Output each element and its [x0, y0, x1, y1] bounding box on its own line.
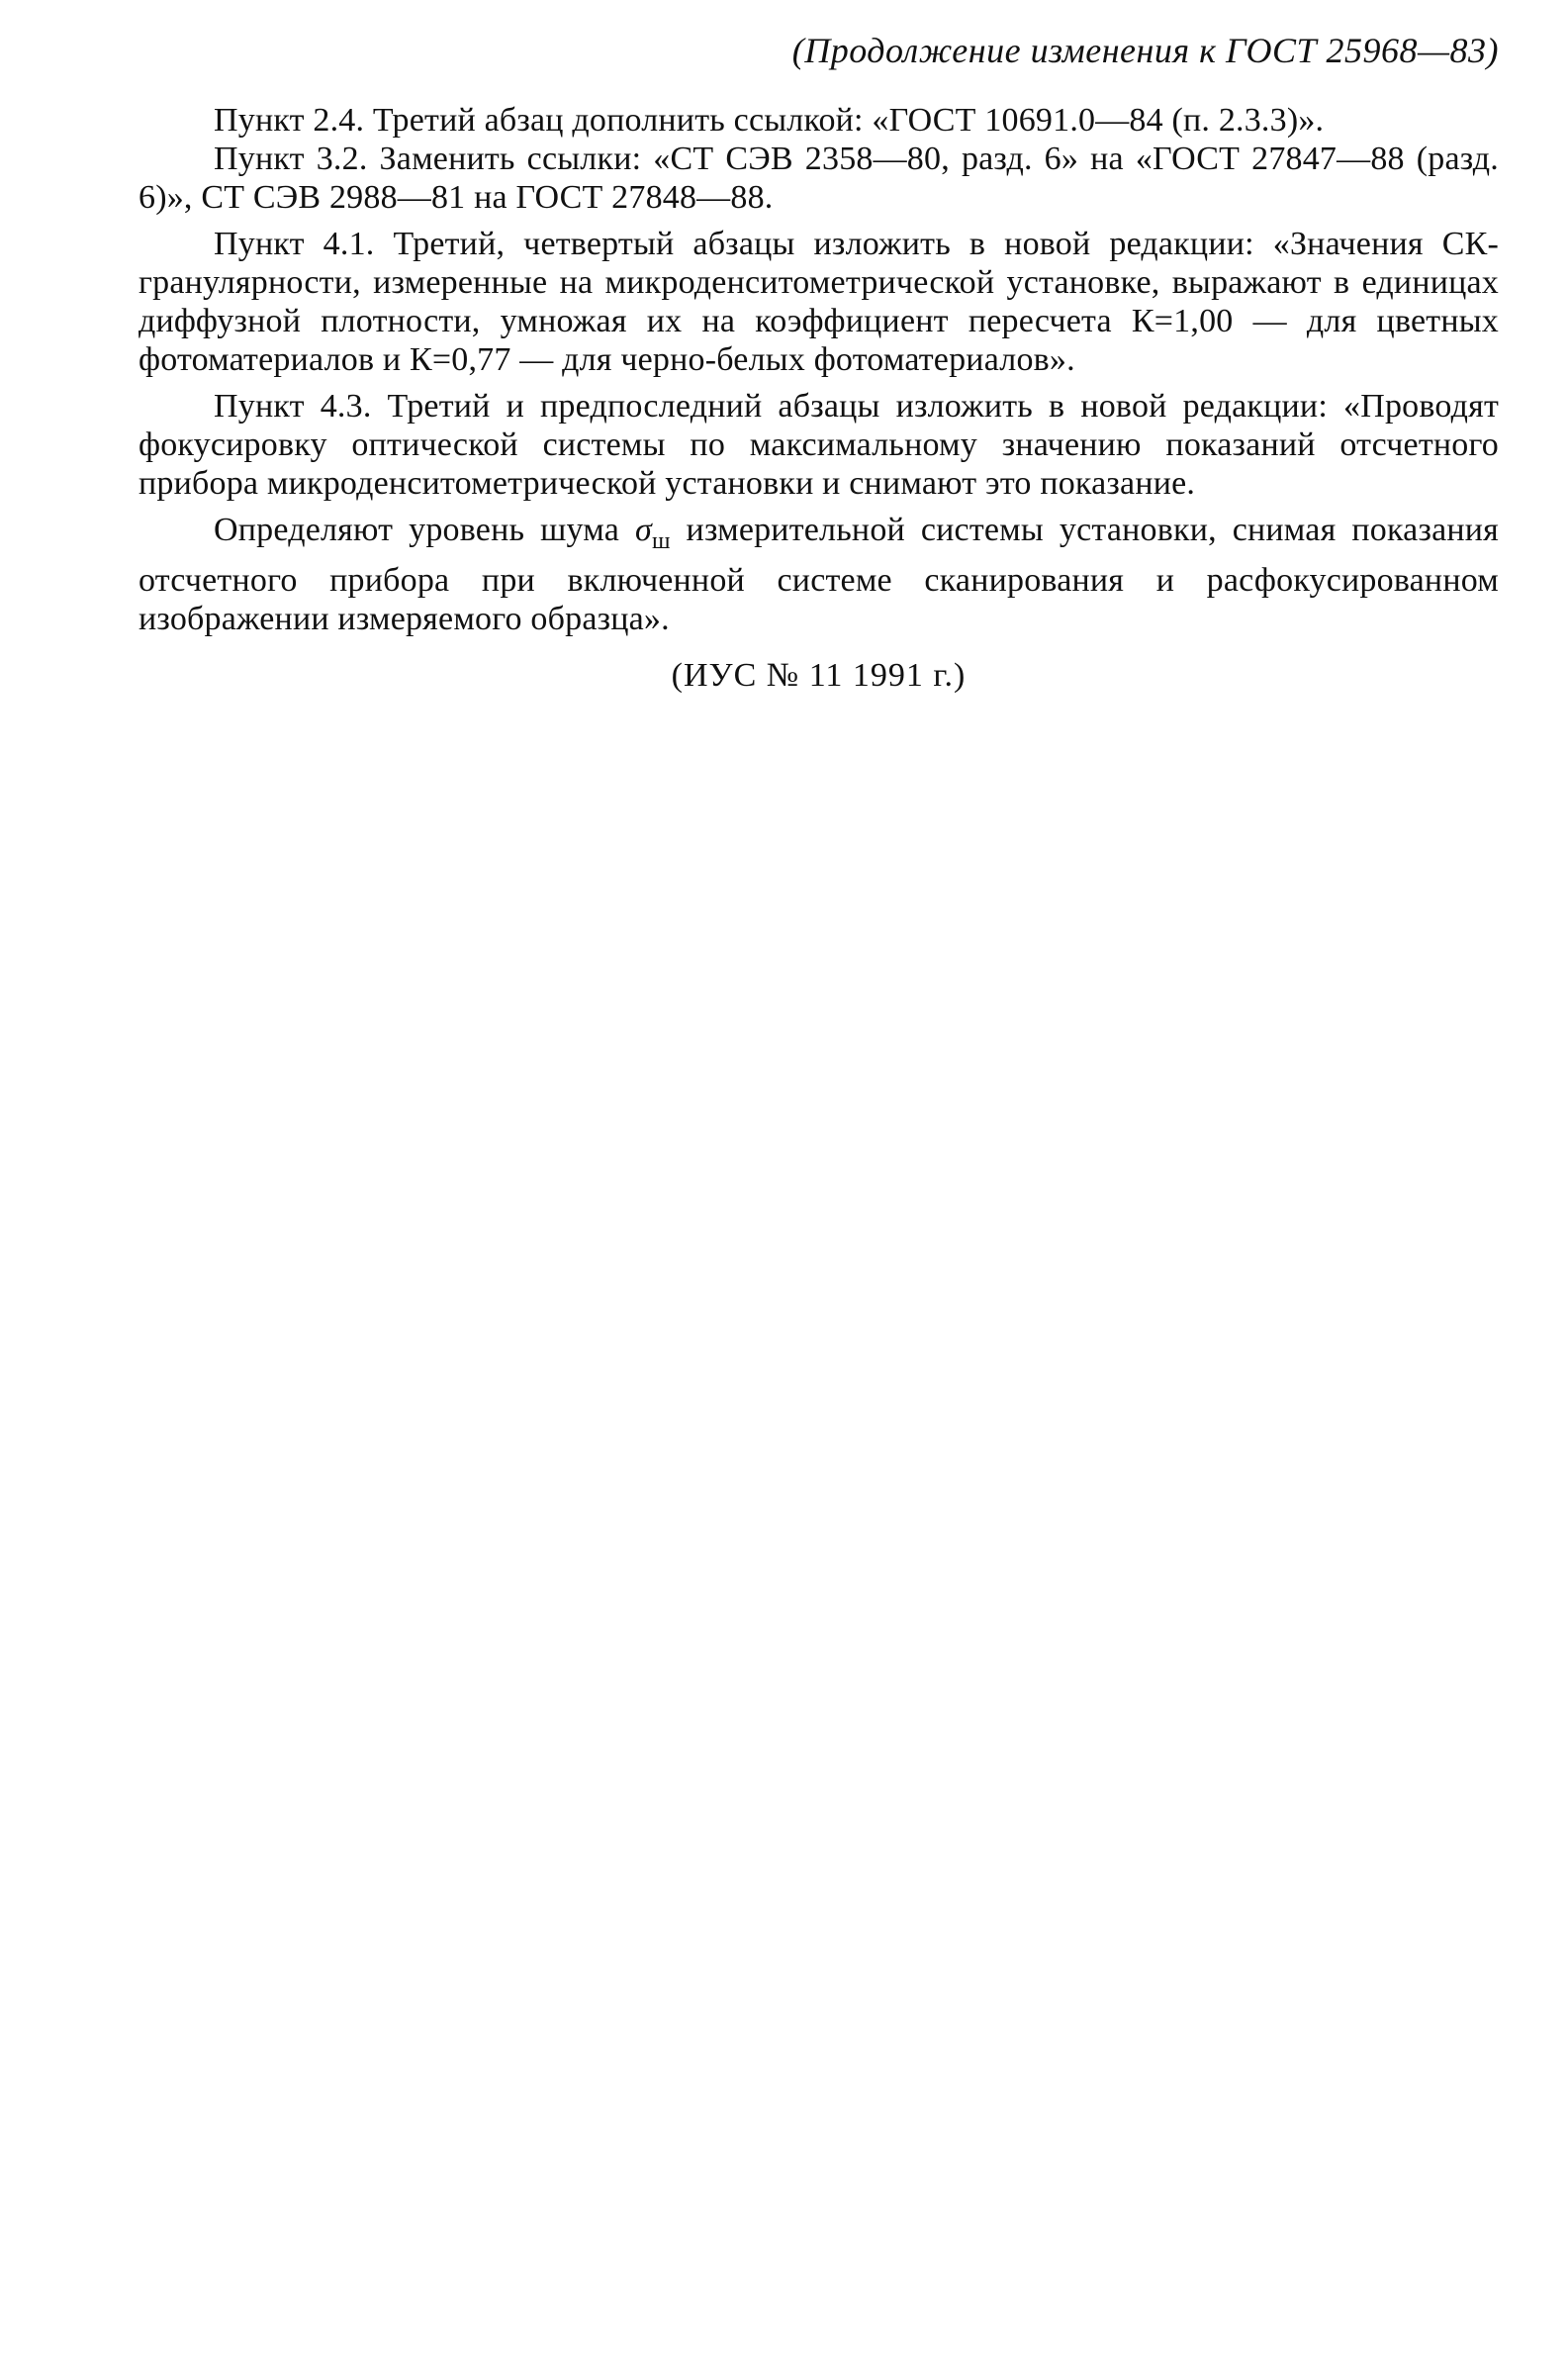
noise-text-before: Определяют уровень шума [214, 512, 635, 548]
noise-text-after: измерительной системы установки, снимая показания отсчетного прибора при включенной системе сканирования и расфокусированном изображении измеряемого образца». [138, 512, 1499, 637]
sigma-symbol: σ [634, 512, 652, 548]
paragraph-item-3-2: Пункт 3.2. Заменить ссылки: «СТ СЭВ 2358—80, разд. 6» на «ГОСТ 27847—88 (разд. 6)», СТ СЭВ 2988—81 на ГОСТ 27848—88. [138, 141, 1499, 216]
paragraph-noise-level [138, 511, 1499, 638]
paragraph-item-4-3: Пункт 4.3. Третий и предпоследний абзацы изложить в новой редакции: «Проводят фокусировку оптической системы по максимальному значению показаний отсчетного прибора микроденситометрической установки и снимают это показание. [138, 388, 1499, 502]
sigma-subscript: ш [651, 528, 671, 554]
page-content [138, 28, 1499, 695]
source-note: (ИУС № 11 1991 г.) [671, 657, 967, 694]
running-head: (Продолжение изменения к ГОСТ 25968—83) [791, 31, 1499, 70]
paragraph-item-4-1: Пункт 4.1. Третий, четвертый абзацы изложить в новой редакции: «Значения СК-гранулярности, измеренные на микроденситометрической установке, выражают в единицах диффузной плотности, умножая их на коэффициент пересчета К=1,00 — для цветных фотоматериалов и К=0,77 — для черно-белых фотоматериалов». [138, 226, 1499, 378]
paragraph-item-2-4: Пункт 2.4. Третий абзац дополнить ссылкой: «ГОСТ 10691.0—84 (п. 2.3.3)». [214, 102, 1325, 139]
